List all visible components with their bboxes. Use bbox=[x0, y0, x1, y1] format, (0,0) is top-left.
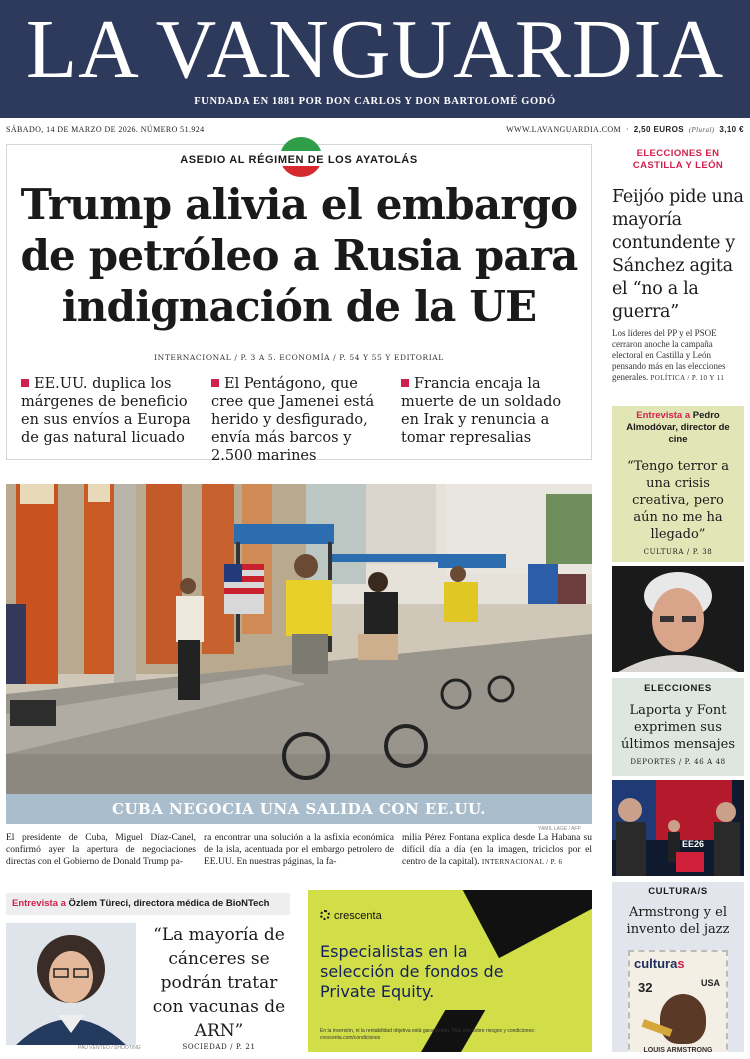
almodovar-section: CULTURA / P. 38 bbox=[643, 548, 713, 556]
tureci-interview[interactable] bbox=[6, 893, 290, 1053]
culturas-supplement[interactable] bbox=[612, 882, 744, 1052]
lead-bullet[interactable]: EE.UU. duplica los márgenes de beneficio en sus envíos a Europa de gas natural licuado bbox=[21, 376, 191, 446]
lead-kicker: ASEDIO AL RÉGIMEN DE LOS AYATOLÁS bbox=[7, 154, 591, 166]
almodovar-quote[interactable]: “Tengo terror a una crisis creativa, pero aún no me ha llegado” bbox=[627, 459, 729, 542]
portrait-illustration bbox=[6, 923, 136, 1045]
lead-page-refs: INTERNACIONAL / P. 3 A 5. ECONOMÍA / P. 54 Y 55 Y EDITORIAL bbox=[154, 353, 444, 362]
debate-photo bbox=[612, 780, 744, 876]
founded-line: FUNDADA EN 1881 POR DON CARLOS Y DON BARTOLOMÉ GODÓ bbox=[194, 96, 556, 107]
masthead bbox=[0, 0, 750, 118]
armstrong-stamp bbox=[628, 950, 728, 1052]
stamp-country: USA bbox=[700, 978, 720, 988]
elecciones-section: DEPORTES / P. 46 A 48 bbox=[630, 758, 726, 766]
issue-date: SÁBADO, 14 DE MARZO DE 2026. NÚMERO 51.924 bbox=[6, 125, 205, 134]
price: 2,50 EUROS bbox=[633, 125, 684, 134]
almodovar-portrait-illustration bbox=[612, 566, 744, 672]
cuba-column-2: ra encontrar una solución a la asfixia económica de la isla, acentuada por el embargo petrolero de EE.UU. En nuestras páginas, la fa- bbox=[204, 833, 394, 867]
website-link[interactable]: WWW.LAVANGUARDIA.COM bbox=[506, 125, 622, 134]
lead-story[interactable] bbox=[6, 144, 592, 464]
sidebar-page-ref: POLÍTICA / P. 10 Y 11 bbox=[650, 374, 725, 382]
lead-kicker-wrap bbox=[7, 145, 591, 175]
almodovar-interview[interactable] bbox=[612, 406, 744, 562]
interview-photo-credit: PAU VENTEO / SHOOTING bbox=[78, 1045, 141, 1051]
dateline bbox=[6, 122, 744, 138]
price-extra: (Plural) bbox=[688, 126, 715, 134]
cultura-title[interactable]: Armstrong y el invento del jazz bbox=[626, 905, 730, 937]
stamp-value: 32 bbox=[638, 980, 653, 995]
elecciones-title[interactable]: Laporta y Font exprimen sus últimos mensajes bbox=[620, 703, 736, 752]
cuba-story-text bbox=[6, 832, 592, 868]
interview-quote[interactable]: “La mayoría de cánceres se podrán tratar con vacunas de ARN” bbox=[152, 925, 286, 1041]
cuba-column-1: El presidente de Cuba, Miguel Díaz-Canel, confirmó ayer la apertura de negociaciones directas con el Gobierno de Donald Trump pa- bbox=[6, 833, 196, 867]
lead-bullet[interactable]: Francia encaja la muerte de un soldado en Irak y renuncia a tomar represalias bbox=[401, 376, 562, 446]
cuba-column-3: milia Pérez Fontana explica desde La Habana su difícil día a día (en la imagen, triciclos por el centro de la capital). INTERNACIONAL / P. 6 bbox=[402, 833, 592, 867]
sidebar-headline[interactable]: Feijóo pide una mayoría contundente y Sánchez agita el “no a la guerra” bbox=[612, 187, 744, 322]
crescenta-ad[interactable] bbox=[308, 890, 592, 1052]
stamp-name: LOUIS ARMSTRONG bbox=[643, 1047, 713, 1052]
elecciones-kicker: ELECCIONES bbox=[644, 683, 712, 694]
photo-caption[interactable]: CUBA NEGOCIA UNA SALIDA CON EE.UU. bbox=[6, 794, 592, 824]
price-info: WWW.LAVANGUARDIA.COM · 2,50 EUROS (Plural) 3,10 € bbox=[506, 125, 744, 134]
screen-label: EE26 bbox=[682, 839, 705, 849]
interview-tag: Entrevista a bbox=[12, 898, 66, 909]
lead-bullet[interactable]: El Pentágono, que cree que Jamenei está herido y desfigurado, envía más barcos y 2.500 marines bbox=[211, 376, 375, 464]
photo-credit: YAMIL LAGE / AFP bbox=[538, 826, 581, 832]
ad-copy: Especialistas en la selección de fondos de Private Equity. bbox=[320, 942, 504, 1001]
interview-section: SOCIEDAD / P. 21 bbox=[182, 1043, 256, 1051]
debate-illustration bbox=[612, 780, 744, 876]
bullet-square-icon bbox=[401, 379, 409, 387]
sidebar-body: Los líderes del PP y el PSOE cerraron anoche la campaña electoral en Castilla y León pensando más en las elecciones generales. POLÍTICA / P. 10 Y 11 bbox=[612, 328, 726, 382]
bullet-square-icon bbox=[21, 379, 29, 387]
bullet-square-icon bbox=[211, 379, 219, 387]
tureci-portrait bbox=[6, 923, 136, 1045]
cultura-kicker: CULTURA/S bbox=[648, 886, 708, 897]
almodovar-label: Entrevista a Pedro Almodóvar, director de cine bbox=[626, 410, 730, 445]
armstrong-face-icon bbox=[660, 994, 706, 1044]
sidebar-kicker: ELECCIONES EN CASTILLA Y LEÓN bbox=[632, 148, 724, 171]
lead-headline[interactable]: Trump alivia el embargo de petróleo a Rusia para indignación de la UE bbox=[20, 180, 578, 331]
ad-legal: En la inversión, ni la rentabilidad objetiva está garantizada. Más info sobre riesgos y condiciones: crescenta.com/condiciones bbox=[320, 1028, 536, 1041]
havana-tricycle-photo[interactable] bbox=[6, 484, 592, 794]
ad-brand: crescenta bbox=[320, 910, 382, 922]
culturas-logo: culturas bbox=[634, 956, 685, 971]
crescenta-logo-icon bbox=[320, 910, 330, 920]
lead-bullets bbox=[21, 375, 581, 465]
barca-elections[interactable] bbox=[612, 678, 744, 776]
cuba-page-ref: INTERNACIONAL / P. 6 bbox=[481, 858, 563, 866]
interview-who: Özlem Türeci, directora médica de BioNTech bbox=[68, 898, 270, 909]
almodovar-photo bbox=[612, 566, 744, 672]
newspaper-logo[interactable]: LA VANGUARDIA bbox=[25, 3, 725, 96]
interview-label bbox=[6, 893, 290, 915]
price-alt: 3,10 € bbox=[719, 125, 744, 134]
street-scene-illustration bbox=[6, 484, 592, 794]
